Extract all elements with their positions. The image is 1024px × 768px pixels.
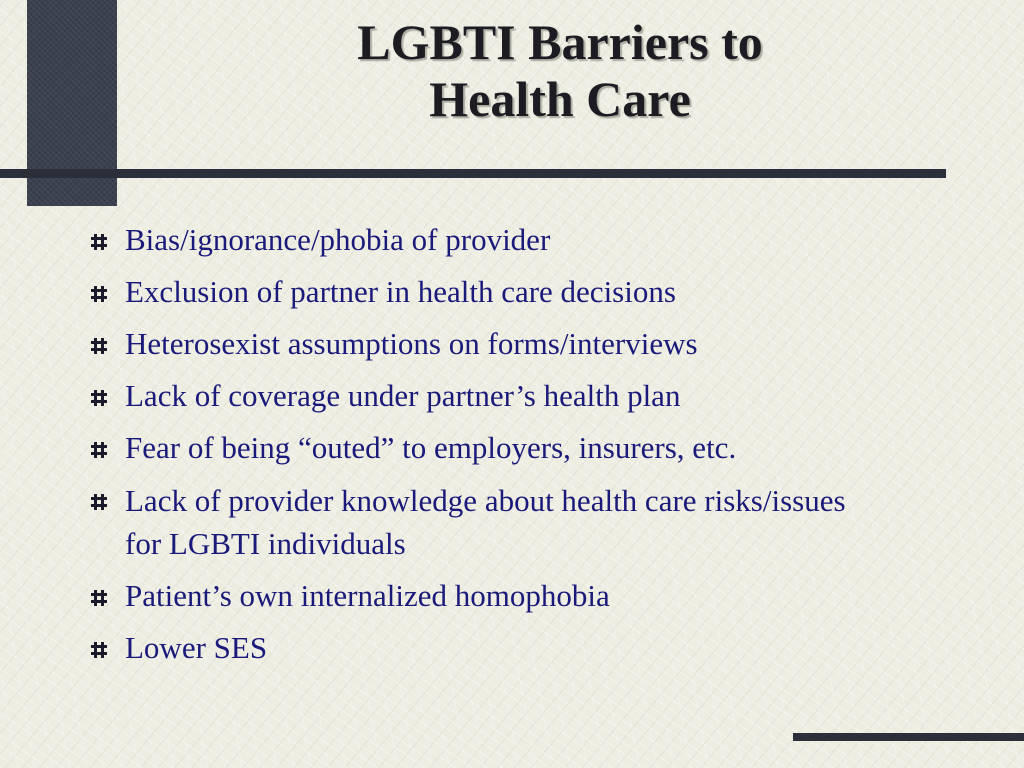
slide-title-line-2: Health Care <box>429 71 691 127</box>
slide-title-line-1: LGBTI Barriers to <box>357 14 763 70</box>
list-item <box>90 627 990 669</box>
bullet-text: Lack of provider knowledge about health care risks/issues for LGBTI individuals <box>125 483 846 561</box>
hash-bullet-icon <box>90 441 108 459</box>
list-item <box>90 479 990 565</box>
hash-bullet-icon <box>90 233 108 251</box>
hash-bullet-icon <box>90 337 108 355</box>
hash-bullet-icon <box>90 285 108 303</box>
bullet-list <box>90 219 990 679</box>
list-item <box>90 375 990 417</box>
bullet-text: Heterosexist assumptions on forms/interviews <box>125 326 698 361</box>
bullet-text: Lower SES <box>125 630 268 665</box>
list-item <box>90 219 990 261</box>
list-item <box>90 323 990 365</box>
list-item <box>90 271 990 313</box>
footer-divider-rule <box>793 733 1024 741</box>
hash-bullet-icon <box>90 641 108 659</box>
bullet-text: Fear of being “outed” to employers, insurers, etc. <box>125 430 737 465</box>
bullet-text: Bias/ignorance/phobia of provider <box>125 222 551 257</box>
hash-bullet-icon <box>90 589 108 607</box>
list-item <box>90 575 990 617</box>
hash-bullet-icon <box>90 493 108 511</box>
bullet-text: Lack of coverage under partner’s health plan <box>125 378 681 413</box>
list-item <box>90 427 990 469</box>
bullet-text: Exclusion of partner in health care decisions <box>125 274 676 309</box>
title-divider-rule <box>0 169 946 178</box>
bullet-text: Patient’s own internalized homophobia <box>125 578 610 613</box>
hash-bullet-icon <box>90 389 108 407</box>
slide-title <box>190 14 930 128</box>
